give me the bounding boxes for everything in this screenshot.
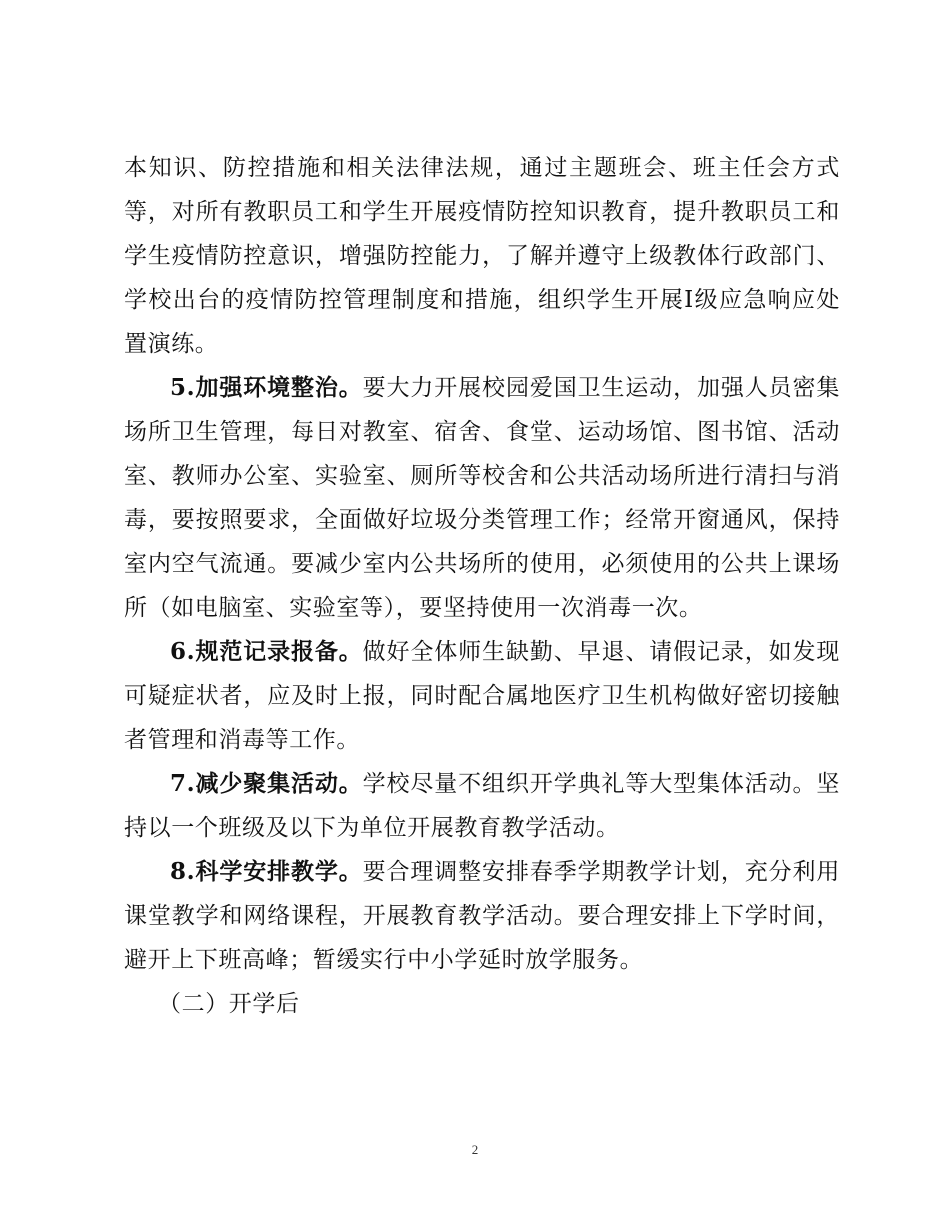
paragraph-records (124, 630, 840, 762)
paragraph-text: 要合理调整安排春季学期教学计划，充分利用课堂教学和网络课程，开展教育教学活动。要合理安排上下学时间，避开上下班高峰；暂缓实行中小学延时放学服务。 (124, 859, 840, 973)
document-body (124, 146, 840, 1026)
section-heading: （二）开学后 (158, 991, 300, 1017)
paragraph-text: 本知识、防控措施和相关法律法规，通过主题班会、班主任会方式等，对所有教职员工和学生开展疫情防控知识教育，提升教职员工和学生疫情防控意识，增强防控能力，了解并遵守上级教体行政部门、学校出台的疫情防控管理制度和措施，组织学生开展Ⅰ级应急响应处置演练。 (124, 155, 840, 357)
paragraph-environment (124, 366, 840, 630)
paragraph-heading: 6.规范记录报备。 (170, 638, 363, 665)
paragraph-heading: 8.科学安排教学。 (170, 858, 363, 885)
paragraph-text: 要大力开展校园爱国卫生运动，加强人员密集场所卫生管理，每日对教室、宿舍、食堂、运动场馆、图书馆、活动室、教师办公室、实验室、厕所等校舍和公共活动场所进行清扫与消毒，要按照要求，全面做好垃圾分类管理工作；经常开窗通风，保持室内空气流通。要减少室内公共场所的使用，必须使用的公共上课场所（如电脑室、实验室等），要坚持使用一次消毒一次。 (124, 375, 840, 621)
paragraph-heading: 5.加强环境整治。 (170, 374, 363, 401)
paragraph-text: 做好全体师生缺勤、早退、请假记录，如发现可疑症状者，应及时上报，同时配合属地医疗卫生机构做好密切接触者管理和消毒等工作。 (124, 639, 840, 753)
paragraph-text: 学校尽量不组织开学典礼等大型集体活动。坚持以一个班级及以下为单位开展教育教学活动。 (124, 771, 840, 841)
paragraph-continuation (124, 146, 840, 366)
paragraph-gatherings (124, 762, 840, 850)
paragraph-teaching (124, 850, 840, 982)
paragraph-heading: 7.减少聚集活动。 (170, 770, 363, 797)
page-number: 2 (471, 1142, 479, 1157)
